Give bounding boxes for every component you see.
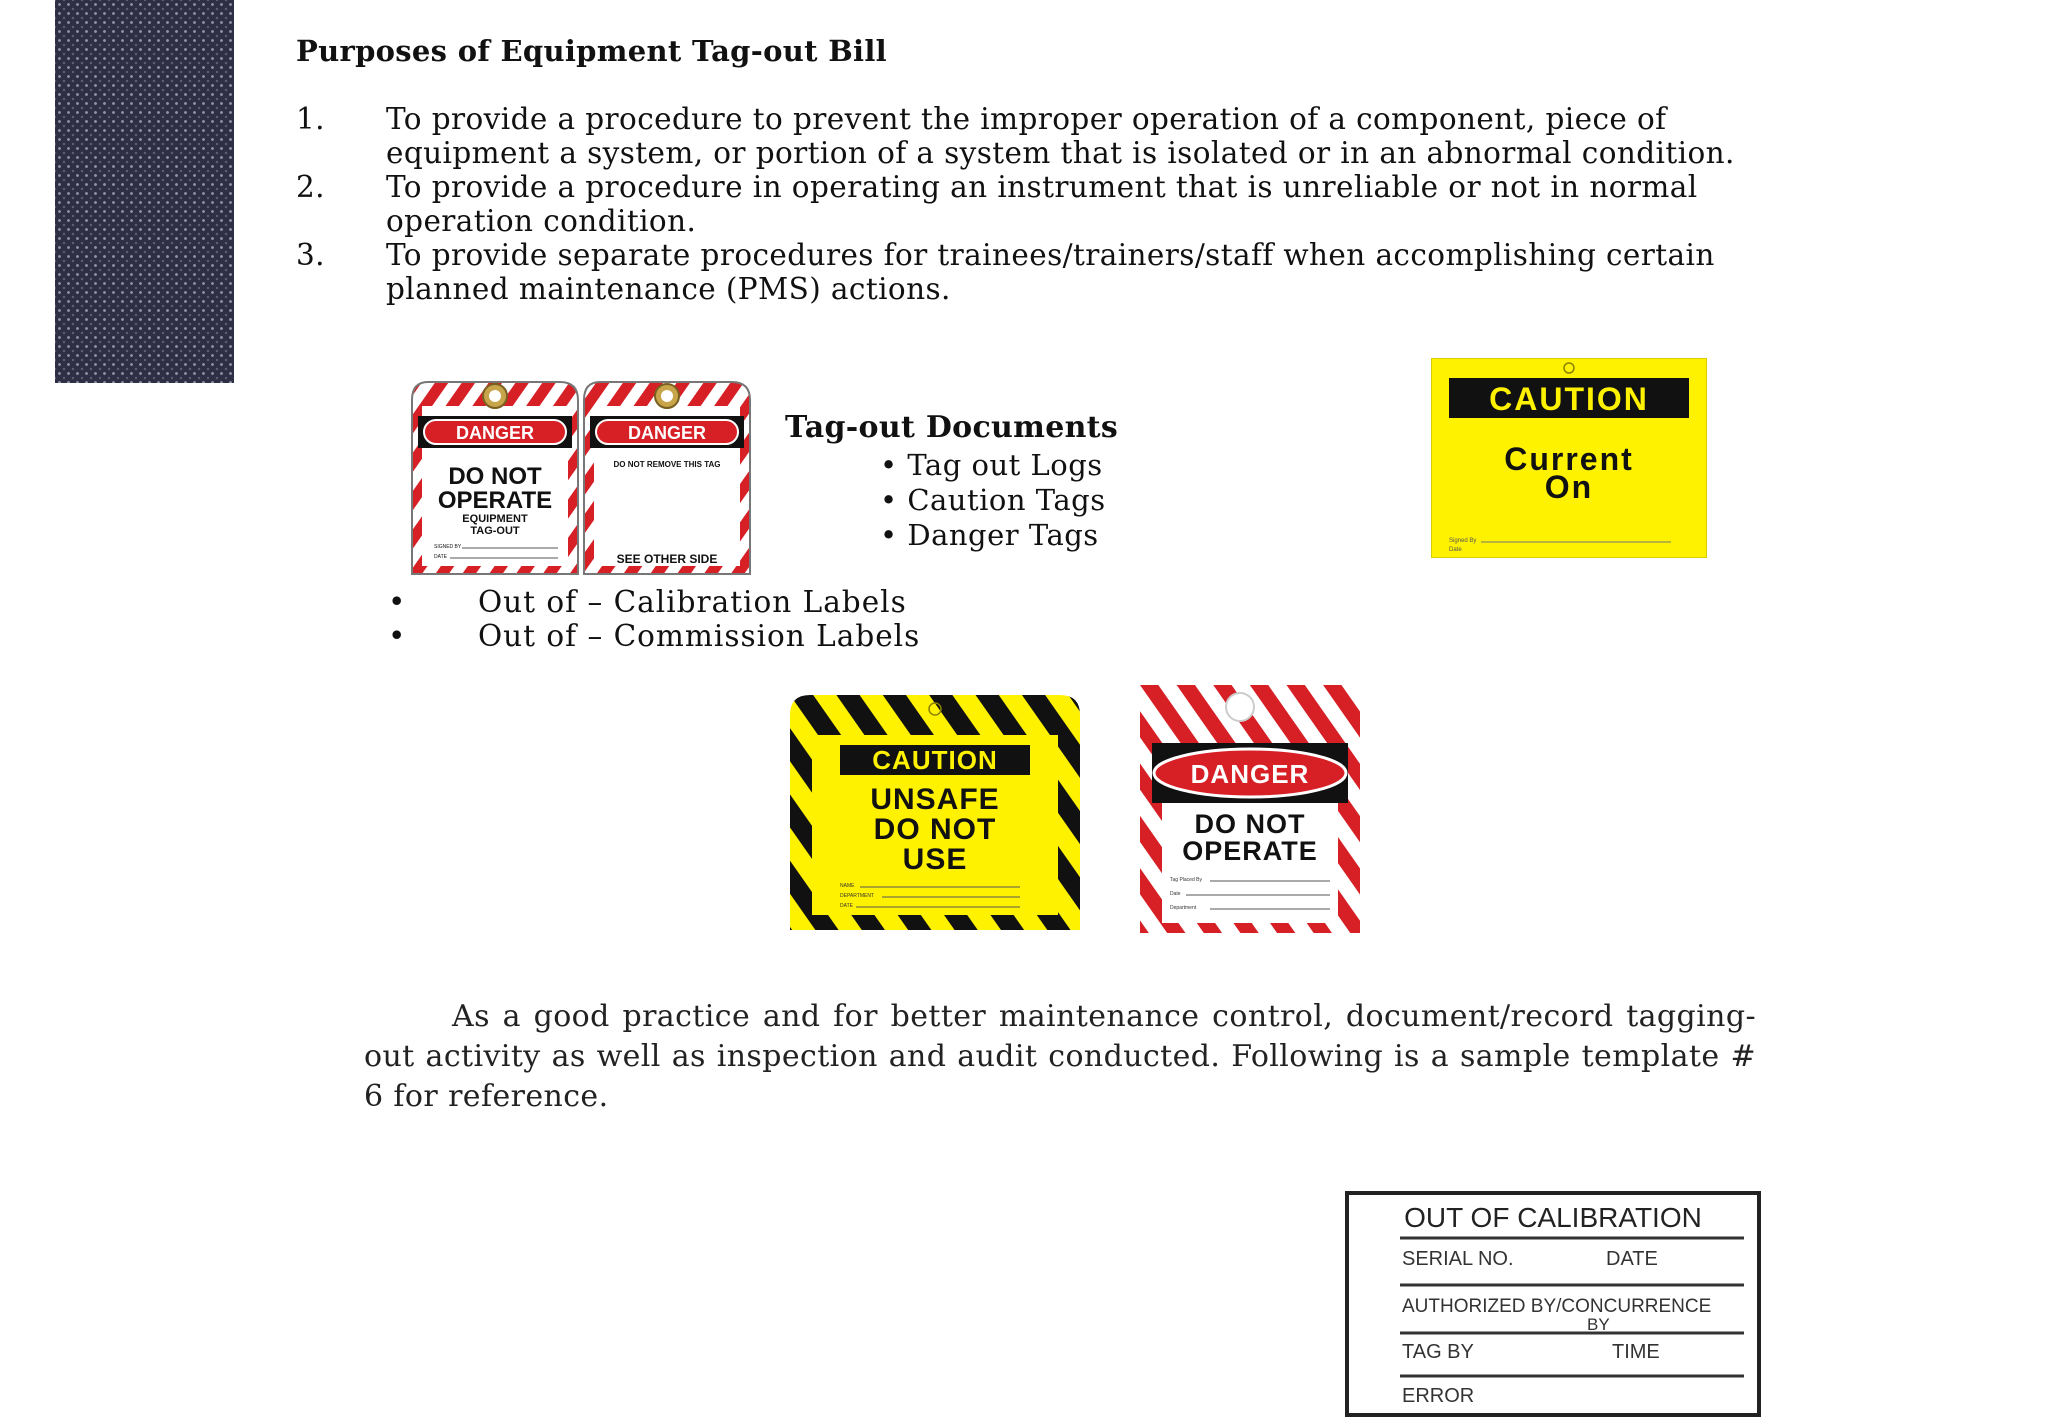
label-text: Out of – Calibration Labels bbox=[478, 585, 907, 619]
bullet: • bbox=[388, 585, 407, 619]
signed-by-field: Signed By bbox=[1449, 538, 1477, 544]
operate-text: OPERATE bbox=[1182, 836, 1318, 866]
page-heading: Purposes of Equipment Tag-out Bill bbox=[296, 34, 887, 68]
date-field: DATE bbox=[434, 554, 447, 560]
do-not-text: DO NOT bbox=[1194, 809, 1306, 839]
purpose-item bbox=[296, 102, 1756, 170]
serial-no-label: SERIAL NO. bbox=[1402, 1248, 1514, 1270]
tagout-documents-list bbox=[880, 448, 1106, 553]
authorized-by-suffix: BY bbox=[1587, 1315, 1610, 1334]
date-field: Date bbox=[1170, 891, 1181, 897]
tag-by-label: TAG BY bbox=[1402, 1341, 1474, 1363]
on-text: On bbox=[1544, 469, 1594, 505]
list-item: • Tag out Logs bbox=[880, 448, 1106, 483]
practice-paragraph: As a good practice and for better maintenance control, document/record tagging-out activity as well as inspection and audit conducted. Following is a sample template # 6 for reference. bbox=[364, 999, 1756, 1114]
list-item bbox=[388, 585, 920, 619]
date-field: Date bbox=[1449, 547, 1462, 553]
operate-text: OPERATE bbox=[437, 487, 553, 514]
do-not-text: DO NOT bbox=[448, 463, 542, 490]
purpose-number: 1. bbox=[296, 102, 325, 136]
equipment-text: EQUIPMENT bbox=[462, 513, 528, 525]
caution-current-on-tag-image bbox=[1431, 358, 1707, 558]
error-label: ERROR bbox=[1402, 1385, 1475, 1407]
purpose-item bbox=[296, 238, 1756, 306]
out-of-calibration-card bbox=[1344, 1190, 1762, 1418]
calibration-title: OUT OF CALIBRATION bbox=[1404, 1202, 1702, 1233]
tagout-documents-title: Tag-out Documents bbox=[785, 410, 1119, 445]
danger-header-text: DANGER bbox=[627, 423, 707, 443]
tag-placed-by-field: Tag Placed By bbox=[1170, 877, 1202, 883]
caution-unsafe-tag-image bbox=[790, 695, 1080, 930]
caution-header-text: CAUTION bbox=[872, 745, 998, 775]
decorative-pattern-bar bbox=[55, 0, 234, 383]
current-text: Current bbox=[1504, 441, 1634, 477]
department-field: Department bbox=[1170, 905, 1197, 911]
bullet: • bbox=[388, 619, 407, 653]
danger-header-text: DANGER bbox=[1190, 759, 1310, 789]
danger-do-not-operate-tag-image bbox=[1140, 685, 1360, 933]
date-field: DATE bbox=[840, 903, 853, 909]
list-item: • Danger Tags bbox=[880, 518, 1106, 553]
time-label: TIME bbox=[1612, 1341, 1660, 1363]
unsafe-text: UNSAFE bbox=[870, 783, 1000, 816]
department-field: DEPARTMENT bbox=[840, 893, 874, 899]
danger-header-text: DANGER bbox=[455, 423, 535, 443]
see-other-side-text: SEE OTHER SIDE bbox=[616, 552, 718, 566]
name-field: NAME bbox=[840, 883, 855, 889]
tagout-text: TAG-OUT bbox=[470, 525, 520, 537]
date-label: DATE bbox=[1606, 1248, 1658, 1270]
danger-tag-pair-image bbox=[410, 380, 752, 576]
list-item bbox=[388, 619, 920, 653]
purpose-number: 2. bbox=[296, 170, 325, 204]
use-text: USE bbox=[902, 843, 968, 876]
purpose-text: To provide a procedure in operating an instrument that is unreliable or not in normal operation condition. bbox=[386, 170, 1698, 238]
do-not-remove-text: DO NOT REMOVE THIS TAG bbox=[613, 460, 721, 469]
purpose-text: To provide separate procedures for trainees/trainers/staff when accomplishing certain planned maintenance (PMS) actions. bbox=[386, 238, 1715, 306]
label-text: Out of – Commission Labels bbox=[478, 619, 921, 653]
purpose-number: 3. bbox=[296, 238, 325, 272]
list-item: • Caution Tags bbox=[880, 483, 1106, 518]
caution-header-text: CAUTION bbox=[1489, 381, 1649, 417]
purpose-text: To provide a procedure to prevent the improper operation of a component, piece of equipment a system, or portion of a system that is isolated or in an abnormal condition. bbox=[386, 102, 1735, 170]
do-not-text: DO NOT bbox=[873, 813, 997, 846]
signed-by-field: SIGNED BY bbox=[434, 544, 462, 550]
authorized-by-label: AUTHORIZED BY/CONCURRENCE bbox=[1402, 1296, 1712, 1317]
labels-list bbox=[388, 585, 920, 653]
purpose-item bbox=[296, 170, 1756, 238]
purposes-list bbox=[296, 102, 1756, 306]
